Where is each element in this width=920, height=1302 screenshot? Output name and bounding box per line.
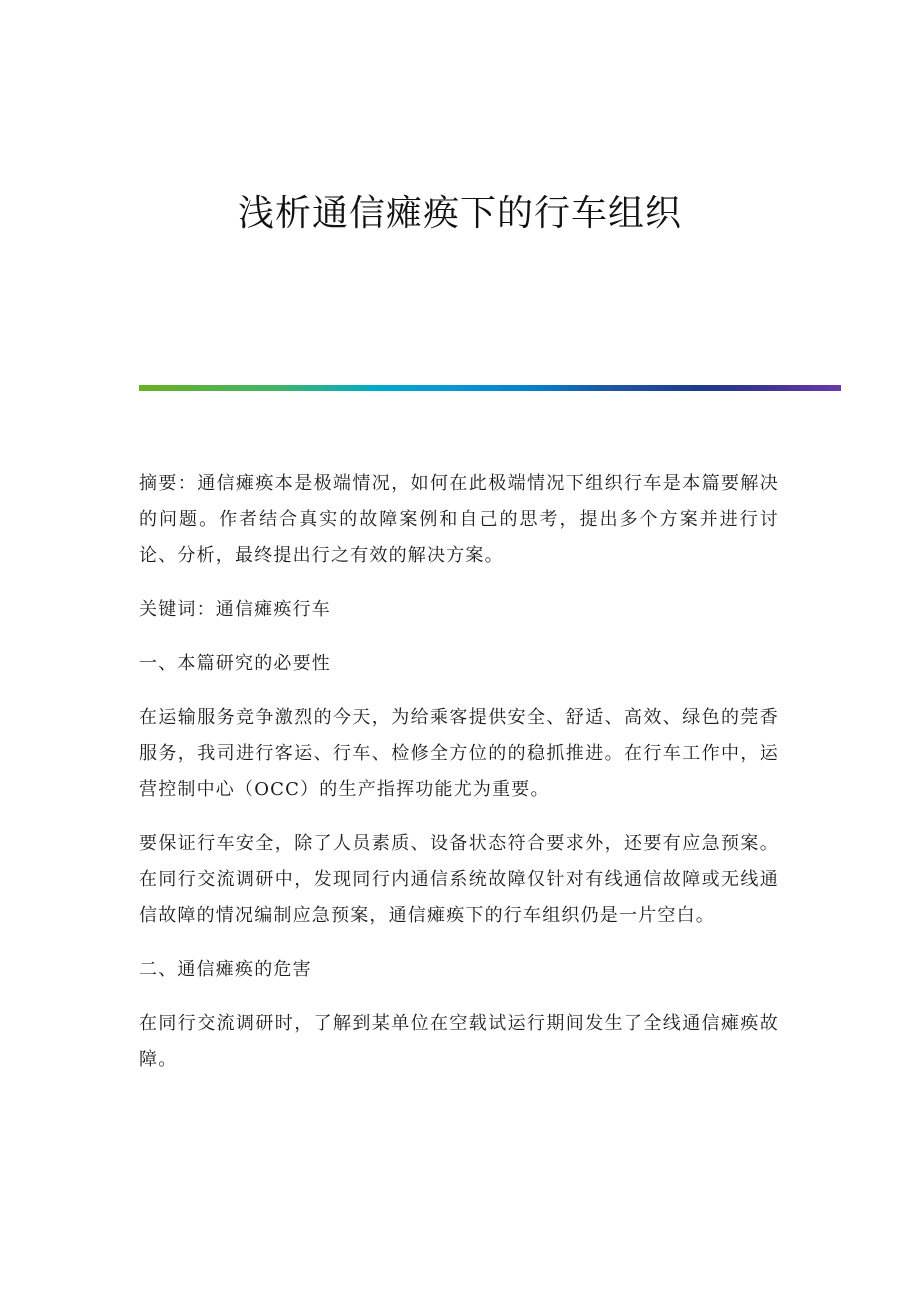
keywords-paragraph: 关键词：通信瘫痪行车 [139,599,331,620]
section-heading-2: 二、通信瘫痪的危害 [139,959,312,980]
title-accent-bar [139,385,841,391]
body-paragraph: 要保证行车安全，除了人员素质、设备状态符合要求外，还要有应急预案。在同行交流调研中，发现同行内通信系统故障仅针对有线通信故障或无线通信故障的情况编制应急预案，通信瘫痪下的行车组织仍是一片空白。 [139,833,779,926]
document-body [139,466,779,1096]
body-paragraph: 在运输服务竞争激烈的今天，为给乘客提供安全、舒适、高效、绿色的莞香服务，我司进行客运、行车、检修全方位的的稳抓推进。在行车工作中，运营控制中心（OCC）的生产指挥功能尤为重要。 [139,707,779,800]
document-title: 浅析通信瘫痪下的行车组织 [237,193,682,234]
abstract-paragraph: 摘要：通信瘫痪本是极端情况，如何在此极端情况下组织行车是本篇要解决的问题。作者结合真实的故障案例和自己的思考，提出多个方案并进行讨论、分析，最终提出行之有效的解决方案。 [139,473,779,566]
body-paragraph: 在同行交流调研时，了解到某单位在空载试运行期间发生了全线通信瘫痪故障。 [139,1013,779,1070]
section-heading-1: 一、本篇研究的必要性 [139,653,331,674]
